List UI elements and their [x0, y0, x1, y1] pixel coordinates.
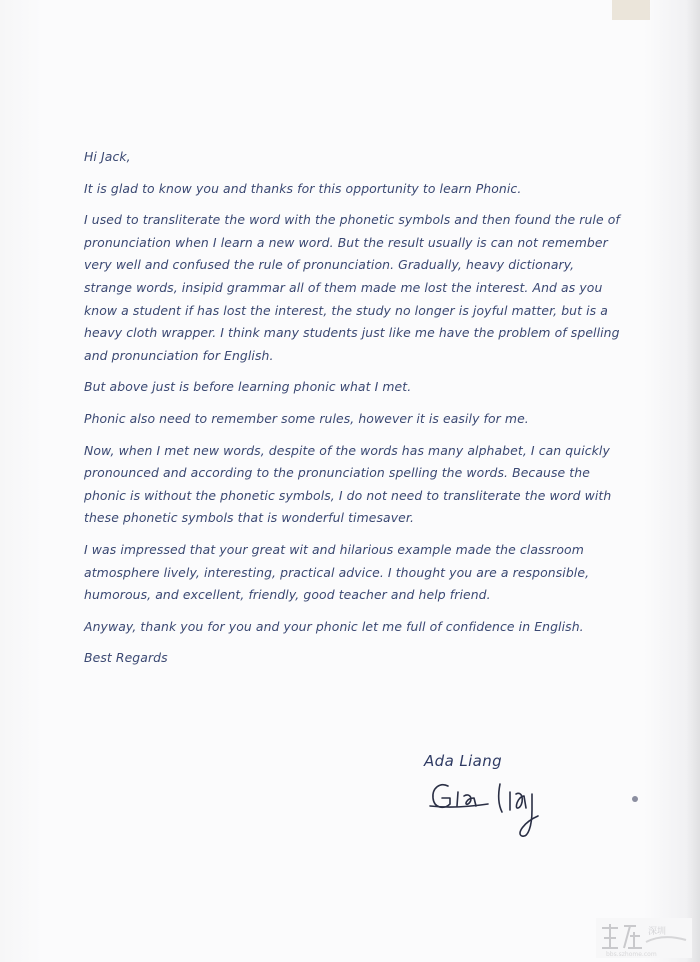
letter-closing: Best Regards: [84, 650, 168, 666]
ink-dot: [632, 796, 638, 802]
signature-printed-name: Ada Liang: [424, 752, 503, 770]
letter-paragraph-7: Anyway, thank you for you and your phonic let me full of confidence in English.: [84, 618, 584, 634]
site-watermark-logo: [596, 918, 692, 958]
letter-paragraph-5: Now, when I met new words, despite of the words has many alphabet, I can quickly pronounced and according to the pronunciation spelling the words. Because the phonic is without the phonetic symbols, I do not need to transliterate the word with these phonetic symbols that is wonderful timesaver.: [84, 442, 612, 526]
letter-paragraph-4: Phonic also need to remember some rules, however it is easily for me.: [84, 410, 529, 426]
handwritten-signature: [428, 776, 558, 842]
page-edge-shadow: [686, 0, 700, 962]
svg-text:深圳: 深圳: [648, 927, 667, 937]
letter-paragraph-6: I was impressed that your great wit and hilarious example made the classroom atmosphere lively, interesting, practical advice. I thought you are a responsible, humorous, and excellent, friendly, good teacher and help friend.: [84, 541, 590, 603]
letter-paragraph-3: But above just is before learning phonic what I met.: [84, 379, 412, 395]
letter-body: [84, 146, 624, 679]
letter-paragraph-1: It is glad to know you and thanks for this opportunity to learn Phonic.: [84, 180, 522, 196]
letter-paragraph-2: I used to transliterate the word with the phonetic symbols and then found the rule of pronunciation when I learn a new word. But the result usually is can not remember very well and confused the rule of pronunciation. Gradually, heavy dictionary, strange words, insipid grammar all of them made me lost the interest. And as you know a student if has lost the interest, the study no longer is joyful matter, but is a heavy cloth wrapper. I think many students just like me have the problem of spelling and pronunciation for English.: [84, 212, 620, 363]
tape-mark: [612, 0, 650, 20]
svg-text:bbs.szhome.com: bbs.szhome.com: [606, 951, 657, 958]
letter-salutation: Hi Jack,: [84, 149, 131, 164]
